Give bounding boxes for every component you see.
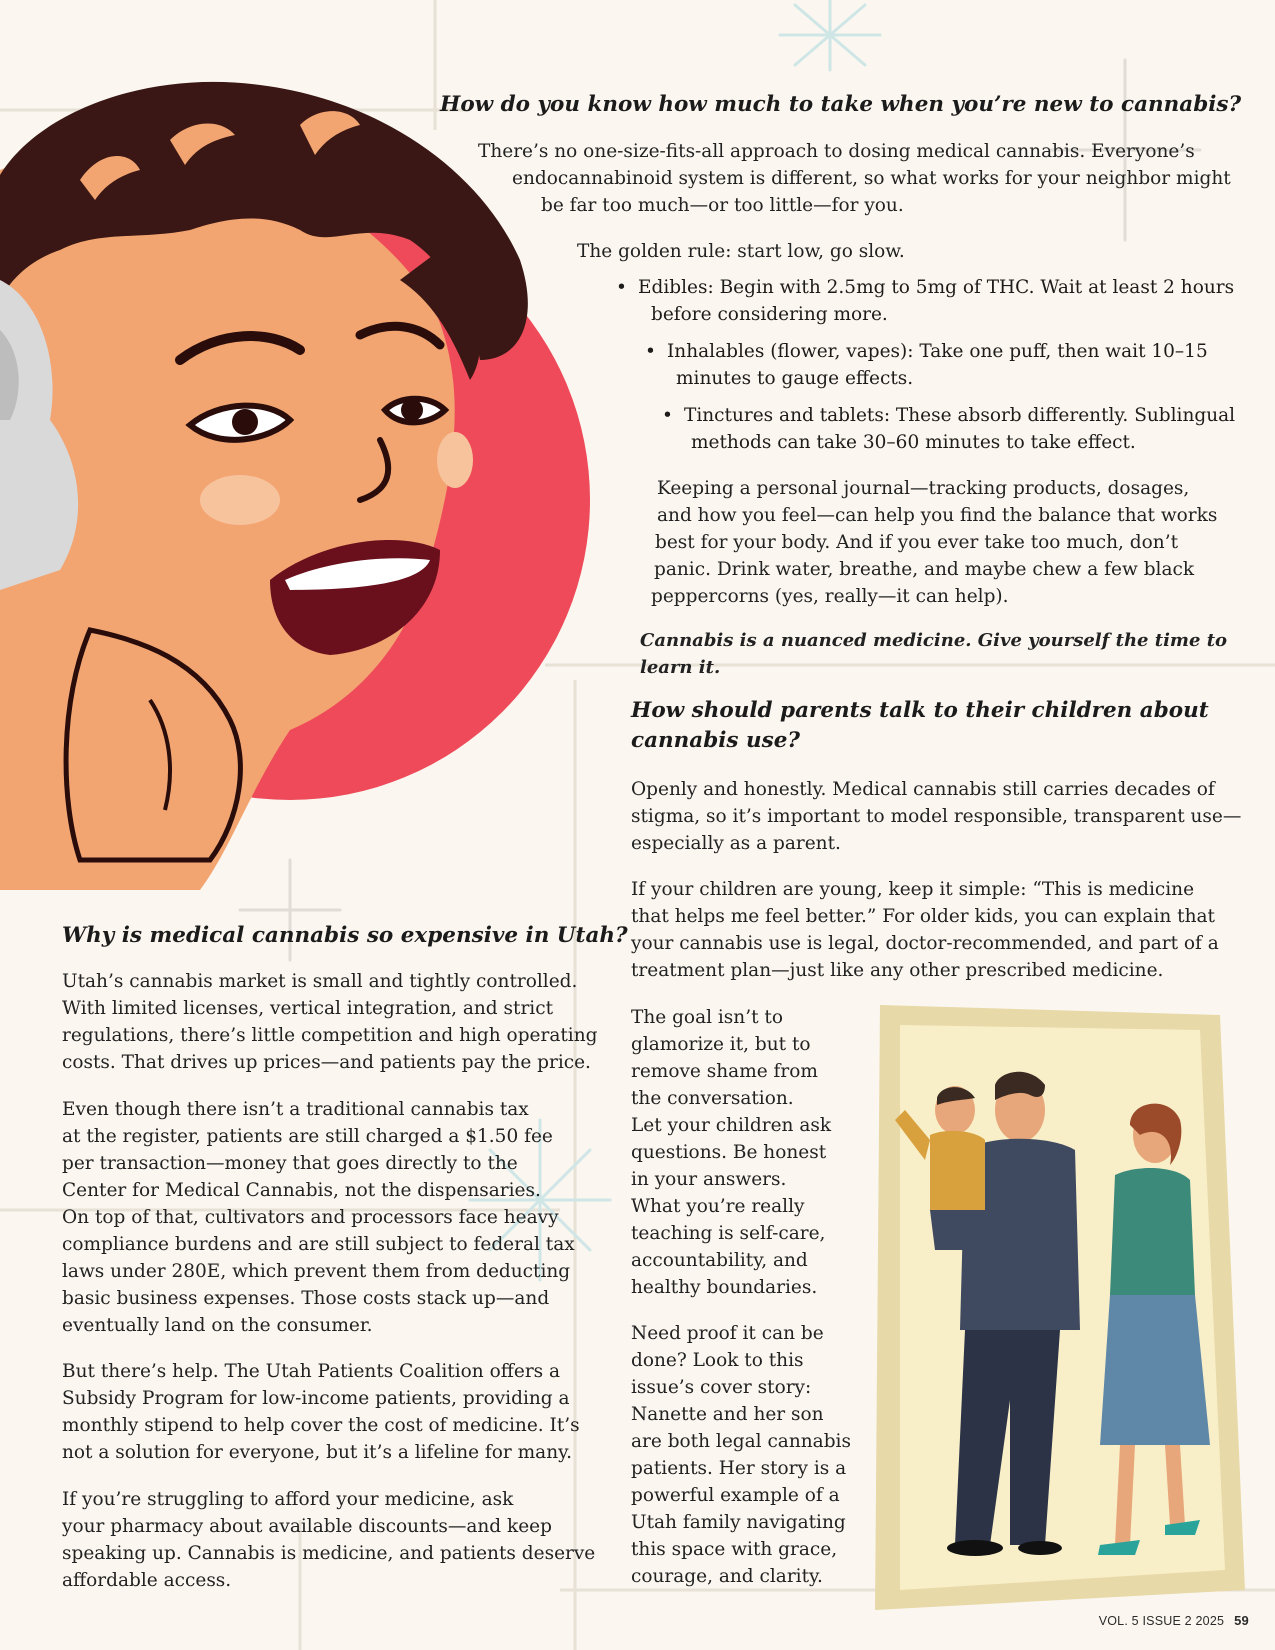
- parents-line: issue’s cover story:: [631, 1377, 812, 1398]
- dosing-intro-line: endocannabinoid system is different, so what works for your neighbor might: [512, 168, 1231, 189]
- cost-line: regulations, there’s little competition and high operating: [62, 1025, 598, 1046]
- bullet-line: before considering more.: [651, 304, 888, 325]
- cost-line: monthly stipend to help cover the cost of medicine. It’s: [62, 1415, 580, 1436]
- dosing-intro-line: be far too much—or too little—for you.: [541, 195, 904, 216]
- parents-heading: [631, 696, 1209, 756]
- parents-line: healthy boundaries.: [631, 1277, 818, 1298]
- dosing-bullet-item: [667, 338, 1208, 392]
- parents-paragraph-3: [631, 1004, 831, 1301]
- cost-line: Utah’s cannabis market is small and tightly controlled.: [62, 971, 578, 992]
- parents-paragraph-1: [631, 776, 1241, 857]
- cost-line: at the register, patients are still charged a $1.50 fee: [62, 1126, 553, 1147]
- cost-line: basic business expenses. Those costs stack up—and: [62, 1288, 550, 1309]
- parents-line: Utah family navigating: [631, 1512, 846, 1533]
- parents-line: your cannabis use is legal, doctor-recommended, and part of a: [631, 933, 1219, 954]
- parents-line: done? Look to this: [631, 1350, 804, 1371]
- parents-line: especially as a parent.: [631, 833, 841, 854]
- parents-line: powerful example of a: [631, 1485, 840, 1506]
- parents-line: patients. Her story is a: [631, 1458, 847, 1479]
- cost-line: With limited licenses, vertical integration, and strict: [62, 998, 554, 1019]
- parents-line: courage, and clarity.: [631, 1566, 823, 1587]
- cost-line: not a solution for everyone, but it’s a lifeline for many.: [62, 1442, 573, 1463]
- parents-line: remove shame from: [631, 1061, 818, 1082]
- cost-line: your pharmacy about available discounts—and keep: [62, 1516, 552, 1537]
- journal-line: best for your body. And if you ever take too much, don’t: [655, 532, 1179, 553]
- cost-line: costs. That drives up prices—and patients pay the price.: [62, 1052, 591, 1073]
- parents-paragraph-2: [631, 876, 1219, 984]
- cost-paragraph-1: [62, 968, 597, 1076]
- journal-line: Keeping a personal journal—tracking products, dosages,: [657, 478, 1190, 499]
- cost-paragraph-4: [62, 1486, 595, 1594]
- bullet-line: methods can take 30–60 minutes to take effect.: [691, 432, 1136, 453]
- cost-line: laws under 280E, which prevent them from deducting: [62, 1261, 571, 1282]
- parents-paragraph-4: [631, 1320, 851, 1590]
- parents-line: in your answers.: [631, 1169, 787, 1190]
- journal-line: panic. Drink water, breathe, and maybe chew a few black: [654, 559, 1195, 580]
- family-illustration: [875, 1005, 1245, 1610]
- parents-line: The goal isn’t to: [631, 1007, 783, 1028]
- bullet-line: Inhalables (flower, vapes): Take one puff, then wait 10–15: [667, 341, 1208, 362]
- cost-heading: Why is medical cannabis so expensive in Utah?: [62, 923, 628, 948]
- cost-line: On top of that, cultivators and processors face heavy: [62, 1207, 559, 1228]
- issue-label: VOL. 5 ISSUE 2 2025: [1098, 1614, 1225, 1628]
- dosing-intro-line: There’s no one-size-fits-all approach to dosing medical cannabis. Everyone’s: [478, 141, 1195, 162]
- cost-line: speaking up. Cannabis is medicine, and patients deserve: [62, 1543, 596, 1564]
- parents-line: Let your children ask: [631, 1115, 832, 1136]
- dosing-bullet-item: [638, 274, 1234, 328]
- dosing-heading: How do you know how much to take when you’re new to cannabis?: [440, 92, 1242, 117]
- parents-line: questions. Be honest: [631, 1142, 827, 1163]
- parents-line: What you’re really: [631, 1196, 805, 1217]
- cost-line: eventually land on the consumer.: [62, 1315, 373, 1336]
- parents-heading-line: How should parents talk to their children about: [631, 698, 1209, 723]
- parents-line: Need proof it can be: [631, 1323, 824, 1344]
- dosing-bullet-item: [684, 402, 1235, 456]
- parents-line: accountability, and: [631, 1250, 808, 1271]
- golden-rule: The golden rule: start low, go slow.: [577, 241, 905, 262]
- parents-line: If your children are young, keep it simple: “This is medicine: [631, 879, 1195, 900]
- bullet-line: minutes to gauge effects.: [676, 368, 914, 389]
- parents-line: stigma, so it’s important to model responsible, transparent use—: [631, 806, 1242, 827]
- cost-line: Even though there isn’t a traditional cannabis tax: [62, 1099, 529, 1120]
- parents-line: Openly and honestly. Medical cannabis still carries decades of: [631, 779, 1215, 800]
- cost-paragraph-3: [62, 1358, 580, 1466]
- cost-line: Subsidy Program for low-income patients, providing a: [62, 1388, 570, 1409]
- parents-line: teaching is self-care,: [631, 1223, 826, 1244]
- cost-line: affordable access.: [62, 1570, 232, 1591]
- page-number: 59: [1234, 1613, 1249, 1628]
- parents-line: this space with grace,: [631, 1539, 838, 1560]
- bullet-line: Tinctures and tablets: These absorb differently. Sublingual: [684, 405, 1236, 426]
- parents-line: that helps me feel better.” For older kids, you can explain that: [631, 906, 1215, 927]
- dosing-tagline: Cannabis is a nuanced medicine. Give yourself the time to learn it.: [640, 630, 1228, 678]
- cost-line: compliance burdens and are still subject to federal tax: [62, 1234, 575, 1255]
- cost-paragraph-2: [62, 1096, 575, 1339]
- parents-line: treatment plan—just like any other prescribed medicine.: [631, 960, 1164, 981]
- cost-line: If you’re struggling to afford your medicine, ask: [62, 1489, 514, 1510]
- starburst-decoration: [780, 0, 880, 70]
- journal-line: and how you feel—can help you find the balance that works: [657, 505, 1218, 526]
- cost-line: But there’s help. The Utah Patients Coalition offers a: [62, 1361, 561, 1382]
- retro-woman-illustration: [0, 82, 590, 890]
- bullet-line: Edibles: Begin with 2.5mg to 5mg of THC. Wait at least 2 hours: [638, 277, 1235, 298]
- cost-line: per transaction—money that goes directly to the: [62, 1153, 518, 1174]
- parents-line: are both legal cannabis: [631, 1431, 851, 1452]
- journal-line: peppercorns (yes, really—it can help).: [651, 586, 1009, 607]
- parents-line: glamorize it, but to: [631, 1034, 811, 1055]
- page-footer: [1099, 1613, 1249, 1628]
- parents-line: the conversation.: [631, 1088, 794, 1109]
- cost-line: Center for Medical Cannabis, not the dispensaries.: [62, 1180, 541, 1201]
- parents-heading-line: cannabis use?: [631, 728, 801, 753]
- parents-line: Nanette and her son: [631, 1404, 824, 1425]
